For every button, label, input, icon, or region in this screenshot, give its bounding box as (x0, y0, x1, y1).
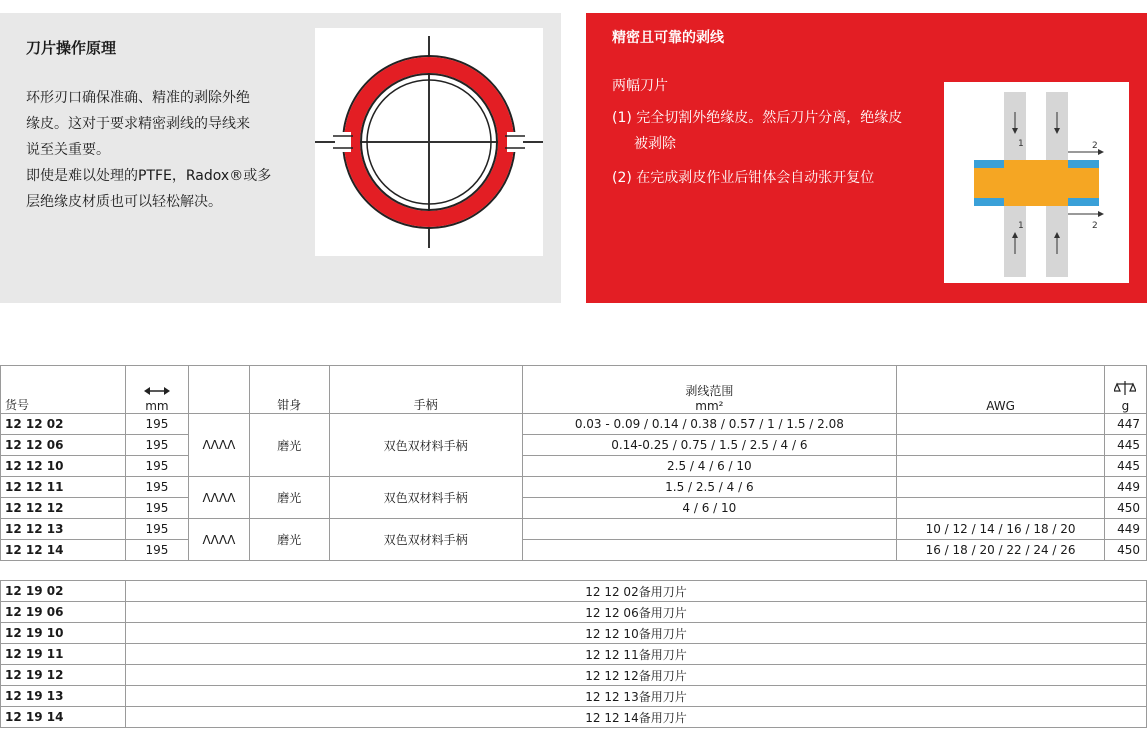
header-handle: 手柄 (329, 366, 522, 414)
spare-desc: 12 12 11备用刀片 (126, 644, 1147, 665)
spare-code: 12 19 10 (1, 623, 126, 644)
diagram-label: 2 (1092, 221, 1098, 231)
spare-code: 12 19 13 (1, 686, 126, 707)
awg-cell: 16 / 18 / 20 / 22 / 24 / 26 (897, 540, 1105, 561)
zigzag-profile-icon: ΛΛΛΛ (188, 414, 249, 477)
table-row (1, 414, 1147, 435)
body-cell: 磨光 (249, 414, 329, 477)
spare-desc: 12 12 13备用刀片 (126, 686, 1147, 707)
header-weight (1104, 366, 1146, 414)
product-table (0, 365, 1147, 561)
header-range-label: 剥线范围 (685, 384, 734, 398)
header-length (125, 366, 188, 414)
product-code: 12 12 06 (1, 435, 126, 456)
length-cell: 195 (125, 519, 188, 540)
table-row (1, 581, 1147, 602)
principle-line: 即使是难以处理的PTFE，Radox®或多 (26, 168, 272, 184)
diagram-label: 1 (1018, 139, 1024, 149)
precise-stripping-panel (586, 13, 1147, 303)
spare-desc: 12 12 06备用刀片 (126, 602, 1147, 623)
weight-cell: 449 (1104, 477, 1146, 498)
blade-principle-title: 刀片操作原理 (26, 39, 117, 57)
range-cell: 0.14-0.25 / 0.75 / 1.5 / 2.5 / 4 / 6 (522, 435, 897, 456)
header-length-unit: mm (145, 399, 169, 413)
header-code: 货号 (1, 366, 126, 414)
diagram-label: 2 (1092, 141, 1098, 151)
range-cell (522, 519, 897, 540)
awg-cell (897, 477, 1105, 498)
spare-desc: 12 12 02备用刀片 (126, 581, 1147, 602)
table-row (1, 707, 1147, 728)
spare-desc: 12 12 10备用刀片 (126, 623, 1147, 644)
product-code: 12 12 14 (1, 540, 126, 561)
length-cell: 195 (125, 435, 188, 456)
table-row (1, 623, 1147, 644)
principle-line: 说至关重要。 (26, 142, 110, 158)
spare-code: 12 19 02 (1, 581, 126, 602)
table-row (1, 519, 1147, 540)
diagram-label: 1 (1018, 221, 1024, 231)
weight-cell: 447 (1104, 414, 1146, 435)
length-cell: 195 (125, 456, 188, 477)
weight-cell: 445 (1104, 456, 1146, 477)
spare-blade-table (0, 580, 1147, 728)
handle-cell: 双色双材料手柄 (329, 477, 522, 519)
awg-cell (897, 456, 1105, 477)
blade-principle-text (26, 85, 296, 215)
step-item: (1) 完全切割外绝缘皮。然后刀片分离，绝缘皮被剥除 (612, 110, 903, 152)
header-range (522, 366, 897, 414)
product-code: 12 12 02 (1, 414, 126, 435)
body-cell: 磨光 (249, 519, 329, 561)
two-blades-subtitle: 两幅刀片 (612, 78, 668, 94)
spare-code: 12 19 14 (1, 707, 126, 728)
principle-line: 环形刃口确保准确、精准的剥除外绝 (26, 90, 250, 106)
step-item: (2) 在完成剥皮作业后钳体会自动张开复位 (612, 170, 875, 186)
range-cell: 0.03 - 0.09 / 0.14 / 0.38 / 0.57 / 1 / 1.5 / 2.08 (522, 414, 897, 435)
two-blade-diagram (944, 82, 1129, 283)
weight-cell: 450 (1104, 498, 1146, 519)
blade-principle-panel (0, 13, 561, 303)
length-arrow-icon (130, 385, 184, 399)
stripping-steps (612, 105, 912, 199)
awg-cell (897, 498, 1105, 519)
length-cell: 195 (125, 414, 188, 435)
awg-cell (897, 435, 1105, 456)
weight-cell: 445 (1104, 435, 1146, 456)
table-row (1, 456, 1147, 477)
spare-desc: 12 12 14备用刀片 (126, 707, 1147, 728)
header-body: 钳身 (249, 366, 329, 414)
spare-code: 12 19 06 (1, 602, 126, 623)
precise-stripping-title: 精密且可靠的剥线 (612, 30, 724, 46)
range-cell: 4 / 6 / 10 (522, 498, 897, 519)
zigzag-profile-icon: ΛΛΛΛ (188, 477, 249, 519)
principle-line: 缘皮。这对于要求精密剥线的导线来 (26, 116, 250, 132)
awg-cell (897, 414, 1105, 435)
range-cell (522, 540, 897, 561)
principle-line: 层绝缘皮材质也可以轻松解决。 (26, 194, 222, 210)
product-code: 12 12 11 (1, 477, 126, 498)
handle-cell: 双色双材料手柄 (329, 519, 522, 561)
product-code: 12 12 13 (1, 519, 126, 540)
table-row (1, 435, 1147, 456)
table-row (1, 665, 1147, 686)
scale-icon (1109, 380, 1142, 399)
spare-desc: 12 12 12备用刀片 (126, 665, 1147, 686)
product-code: 12 12 10 (1, 456, 126, 477)
table-row (1, 644, 1147, 665)
length-cell: 195 (125, 477, 188, 498)
awg-cell: 10 / 12 / 14 / 16 / 18 / 20 (897, 519, 1105, 540)
table-row (1, 477, 1147, 498)
range-cell: 2.5 / 4 / 6 / 10 (522, 456, 897, 477)
table-row (1, 602, 1147, 623)
range-cell: 1.5 / 2.5 / 4 / 6 (522, 477, 897, 498)
weight-cell: 449 (1104, 519, 1146, 540)
spare-code: 12 19 12 (1, 665, 126, 686)
length-cell: 195 (125, 498, 188, 519)
handle-cell: 双色双材料手柄 (329, 414, 522, 477)
header-awg: AWG (897, 366, 1105, 414)
header-range-unit: mm² (695, 399, 724, 413)
table-row (1, 686, 1147, 707)
ring-blade-diagram (315, 28, 543, 256)
length-cell: 195 (125, 540, 188, 561)
table-row (1, 498, 1147, 519)
zigzag-profile-icon: ΛΛΛΛ (188, 519, 249, 561)
weight-cell: 450 (1104, 540, 1146, 561)
table-header-row (1, 366, 1147, 414)
product-code: 12 12 12 (1, 498, 126, 519)
body-cell: 磨光 (249, 477, 329, 519)
spare-code: 12 19 11 (1, 644, 126, 665)
table-row (1, 540, 1147, 561)
header-profile (188, 366, 249, 414)
header-weight-unit: g (1121, 399, 1130, 413)
